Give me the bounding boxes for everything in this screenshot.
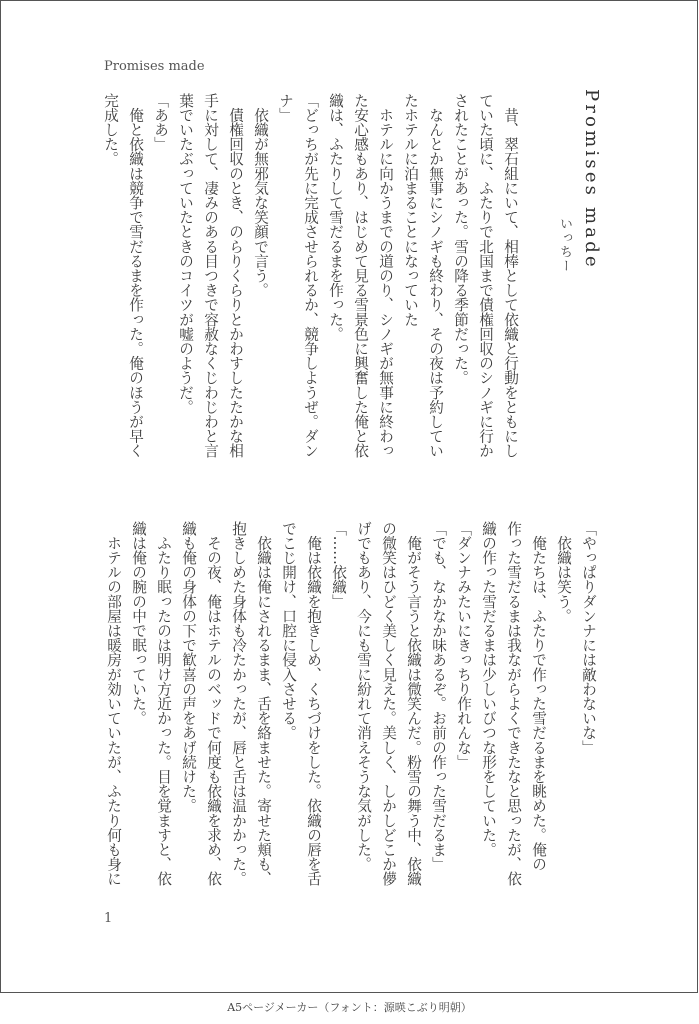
text-line: ふたり眠ったのは明け方近かった。目を覚ますと、依 [155,521,172,886]
text-line: た安心感もあり、はじめて見る雪景色に興奮した俺と依 [352,93,369,458]
text-line: 依織は笑う。 [555,521,572,624]
text-line: 依織が無邪気な笑顔で言う。 [252,93,269,298]
text-line: でこじ開け、口腔に侵入させる。 [280,521,297,740]
text-line: 「やっぱりダンナには敵わないな」 [580,521,597,755]
text-line: 「どっちが先に完成させられるか、競争しようぜ。ダン [302,93,319,458]
text-line: 葉でいたぶっていたときのコイツが嘘のようだ。 [177,93,194,415]
text-line: 作った雪だるまは我ながらよくできたなと思ったが、依 [505,521,522,886]
text-line: 完成した。 [102,93,119,166]
text-line: の微笑はひどく美しく見えた。美しく、しかしどこか儚 [380,521,397,886]
footer-caption: A5ページメーカー（フォント：源暎こぶり明朝） [227,1001,472,1014]
text-line: 織は、ふたりして雪だるまを作った。 [327,93,344,342]
text-line: 昔、翠石組にいて、相棒として依織と行動をともにし [502,93,519,458]
upper-text-block [98,93,523,465]
text-line: 俺たちは、ふたりで作った雪だるまを眺めた。俺の [530,521,547,872]
text-line: なんとか無事にシノギも終わり、その夜は予約してい [427,93,444,458]
text-line: 手に対して、凄みのある目つきで容赦なくじわじわと言 [202,93,219,458]
text-line: ていた頃に、ふたりで北国まで債権回収のシノギに行か [477,93,494,458]
text-line: 俺は依織を抱きしめ、くちづけをした。依織の唇を舌 [305,521,322,886]
text-line: ナ」 [277,93,294,123]
text-line: 俺と依織は競争で雪だるまを作った。俺のほうが早く [127,93,144,458]
text-line: 「ダンナみたいにきっちり作れんな」 [455,521,472,770]
running-head: Promises made [104,59,205,74]
text-line: 「……依織」 [330,521,347,609]
text-line: されたことがあった。雪の降る季節だった。 [452,93,469,385]
text-line: 俺がそう言うと依織は微笑んだ。粉雪の舞う中、依織 [405,521,422,886]
story-title: Promises made [581,89,602,270]
text-line: 「でも、なかなか味あるぞ。お前の作った雪だるま」 [430,521,447,872]
text-line: その夜、俺はホテルのベッドで何度も依織を求め、依 [205,521,222,886]
lower-text-block [101,521,601,893]
text-line: たホテルに泊まることになっていた [402,93,419,327]
text-line: 債権回収のとき、のらりくらりとかわすしたたかな相 [227,93,244,458]
text-line: 「ああ」 [152,93,169,152]
text-line: 抱きしめた身体も冷たかったが、唇と舌は温かかった。 [230,521,247,886]
author-name: いっちー [557,217,572,273]
text-line: 織の作った雪だるまは少しいびつな形をしていた。 [480,521,497,857]
text-line: ホテルの部屋は暖房が効いていたが、ふたり何も身に [105,521,122,886]
text-line: 織は俺の腕の中で眠っていた。 [130,521,147,726]
text-line: 依織は俺にされるまま、舌を絡ませた。寄せた頬も、 [255,521,272,886]
text-line: ホテルに向かうまでの道のり、シノギが無事に終わっ [377,93,394,458]
text-line: げでもあり、今にも雪に紛れて消えそうな気がした。 [355,521,372,872]
page-number: 1 [104,911,113,926]
text-line: 織も俺の身体の下で歓喜の声をあげ続けた。 [180,521,197,813]
